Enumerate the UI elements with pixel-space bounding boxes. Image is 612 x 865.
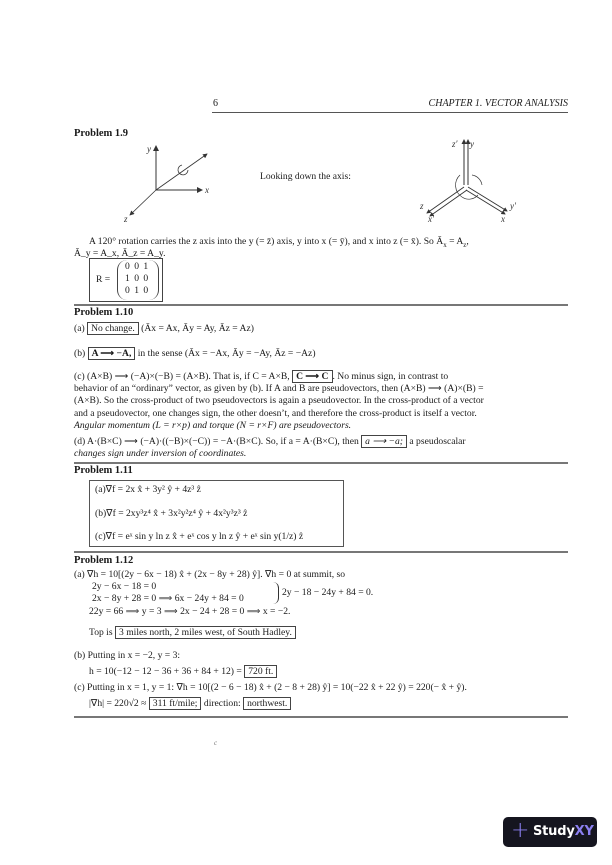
label-z: z	[420, 201, 424, 211]
section-rule	[74, 462, 568, 464]
problem-1-12-c-line1: (c) Putting in x = 1, y = 1: ∇h = 10[(2 − 6 − 18) x̂ + (2 − 8 + 28) ŷ] = 10(−22 x̂ + 22 ŷ) = 220(− x̂ + ŷ).	[74, 682, 467, 693]
section-rule	[74, 304, 568, 306]
problem-1-10-c: (c) (A×B) ⟶ (−A)×(−B) = (A×B). That is, if C = A×B, C ⟶ C . No minus sign, in contrast to behavior of an “ordinary” vector, as given by (b). If A and B are pseudovectors, then (A×B) ⟶ (A)×(B) = (A×B). So the cross-product of two pseudovectors is again a pseudovector. In the cross-product of a vector and a pseudovector, one changes sign, the other doesn’t, and therefore the cross-product is itself a vector. Angular momentum (L = r×p) and torque (N = r×F) are pseudovectors.	[74, 371, 484, 431]
answer-box: 720 ft.	[244, 665, 277, 678]
problem-1-12-title: Problem 1.12	[74, 555, 134, 566]
equation: 2y − 18 − 24y + 84 = 0.	[282, 587, 374, 598]
rotation-matrix-box	[89, 258, 163, 302]
label-x: x	[205, 185, 209, 195]
axes-figure-right	[410, 135, 540, 225]
problem-1-12-a-line1: (a) ∇h = 10[(2y − 6x − 18) x̂ + (2x − 8y + 28) ŷ]. ∇h = 0 at summit, so	[74, 569, 346, 580]
problem-1-10-a: (a) No change. (Āx = Ax, Āy = Ay, Āz = Az)	[74, 323, 254, 334]
gradient-c: (c)∇f = eˣ sin y ln z x̂ + eˣ cos y ln z ŷ + eˣ sin y(1/z) ẑ	[95, 531, 304, 542]
section-rule	[74, 716, 568, 718]
problem-1-10-title: Problem 1.10	[74, 307, 134, 318]
problem-1-9-text-line2: Ā_y = A_x, Ā_z = A_y.	[74, 248, 166, 259]
studyxy-badge[interactable]	[503, 817, 597, 847]
matrix-row: 0 1 0	[125, 285, 150, 296]
page-number: 6	[213, 98, 218, 109]
equation: 2y − 6x − 18 = 0	[92, 581, 157, 592]
label-x-prime: x′	[428, 214, 434, 224]
answer-box: A ⟶ −A,	[88, 347, 136, 360]
matrix-row: 1 0 0	[125, 273, 150, 284]
problem-1-9-text-line1: A 120° rotation carries the z axis into the y (= z̄) axis, y into x (= ȳ), and x into z (= x̄). So $Ā_x = A_z$,	[89, 236, 469, 249]
answer-box: 3 miles north, 2 miles west, of South Hadley.	[115, 626, 296, 639]
axes-figure-left	[110, 140, 230, 230]
label-y: y	[147, 144, 151, 154]
label-y-prime: y′	[510, 201, 516, 211]
label-y: y	[470, 139, 474, 149]
answer-box: 311 ft/mile;	[149, 697, 202, 710]
rotation-arrow-icon	[178, 165, 188, 175]
problem-1-12-c-line2: |∇h| = 220√2 ≈ 311 ft/mile; direction: northwest.	[89, 697, 291, 710]
problem-1-9-title: Problem 1.9	[74, 128, 129, 139]
gradient-b: (b)∇f = 2xy³z⁴ x̂ + 3x²y²z⁴ ŷ + 4x²y³z³ ẑ	[95, 508, 248, 519]
answer-box: a ⟶ −a;	[361, 435, 407, 448]
section-rule	[74, 551, 568, 553]
z-axis	[130, 190, 156, 215]
problem-1-10-b: (b) A ⟶ −A, in the sense (Āx = −Ax, Āy = −Ay, Āz = −Az)	[74, 348, 316, 359]
label-z: z	[124, 214, 128, 224]
looking-down-text: Looking down the axis:	[260, 171, 351, 182]
answer-box: No change.	[87, 322, 139, 335]
answer-box: C ⟶ C	[292, 370, 332, 383]
summit-answer: Top is 3 miles north, 2 miles west, of South Hadley.	[89, 626, 296, 639]
rotation-arrow-icon	[472, 175, 482, 185]
label-z-prime: z′	[452, 139, 458, 149]
equation: 2x − 8y + 28 = 0 ⟹ 6x − 24y + 84 = 0	[92, 593, 244, 604]
rotation-axis	[156, 154, 207, 190]
gradient-answers-box	[89, 480, 344, 547]
matrix-row: 0 0 1	[125, 261, 150, 272]
plus-icon: +	[511, 818, 530, 843]
gradient-a: (a)∇f = 2x x̂ + 3y² ŷ + 4z³ ẑ	[95, 484, 201, 495]
matrix-label: R =	[96, 274, 111, 285]
header-rule	[212, 112, 568, 113]
chapter-header: CHAPTER 1. VECTOR ANALYSIS	[428, 98, 568, 109]
problem-1-10-d: (d) A·(B×C) ⟶ (−A)·((−B)×(−C)) = −A·(B×C). So, if a = A·(B×C), then a ⟶ −a; a pseudoscalar changes sign under inversion of coordinates.	[74, 436, 466, 460]
brace-icon	[273, 582, 279, 604]
problem-1-12-b-line1: (b) Putting in x = −2, y = 3:	[74, 650, 181, 661]
brand-logo-text: StudyXY	[533, 824, 594, 839]
problem-1-12-b-line2: h = 10(−12 − 12 − 36 + 36 + 84 + 12) = 720 ft.	[89, 665, 277, 678]
equation: 22y = 66 ⟹ y = 3 ⟹ 2x − 24 + 28 = 0 ⟹ x = −2.	[89, 606, 291, 617]
answer-box: northwest.	[243, 697, 291, 710]
problem-1-11-title: Problem 1.11	[74, 465, 133, 476]
stray-mark: c	[214, 739, 218, 747]
label-x: x	[501, 214, 505, 224]
